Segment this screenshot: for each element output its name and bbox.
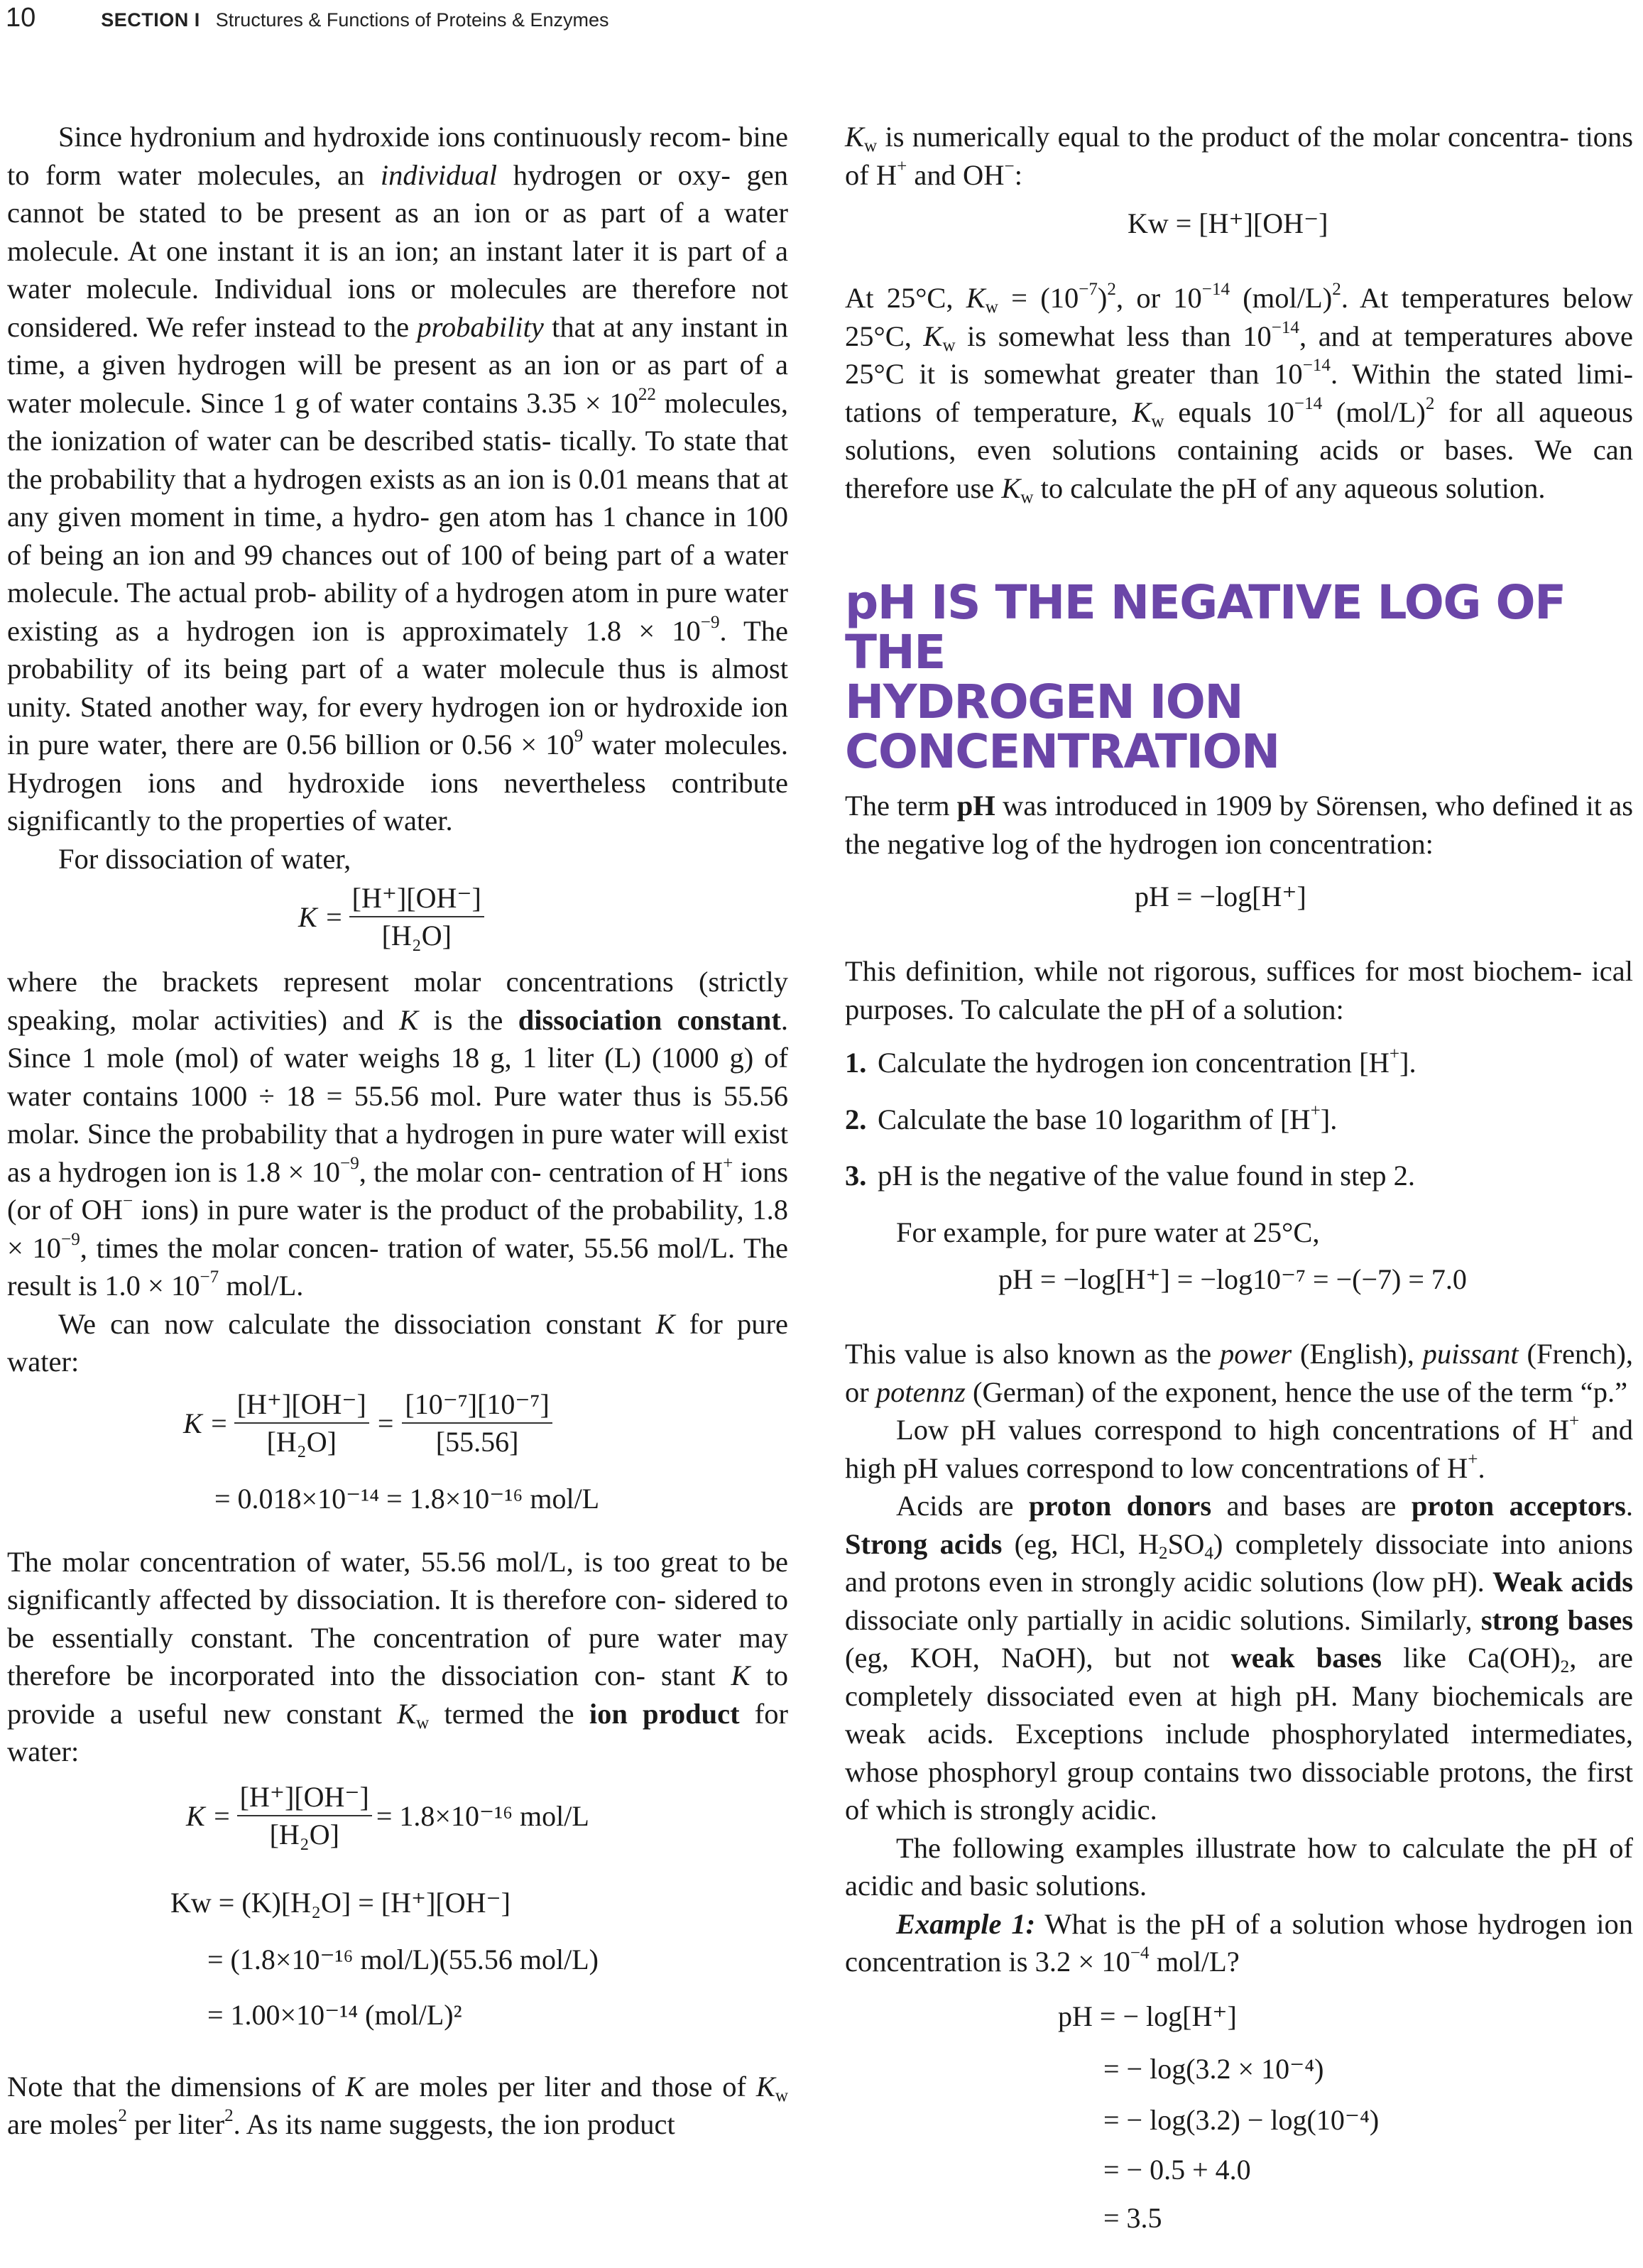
equation-k-value: K = $\frac{[H^+][OH^-]}{\text{[H₂O]}}$ = $\frac{\text{[10⁻⁷][10⁻⁷]}}{[55.56]}$ = 0.018×10⁻¹⁴ = 1.8×10⁻¹⁶ mol/L xyxy=(7,1387,788,1536)
equation-ph-pure-water: pH = −log[H⁺] = −log10⁻⁷ = −(−7) = 7.0 xyxy=(998,1263,1467,1295)
list-item: 1. Calculate the hydrogen ion concentration [H+]. xyxy=(845,1044,1417,1079)
equation-k-result: = 0.018×10⁻¹⁴ = 1.8×10⁻¹⁶ mol/L xyxy=(214,1482,600,1515)
paragraph-examples-intro: The following examples illustrate how to calculate the pH of acidic and basic solutions. xyxy=(845,1831,1633,1902)
paragraph-power: This value is also known as the power (English), puissant (French), or potennz (German) of the exponent, hence the use of the term “p.” xyxy=(845,1338,1634,1408)
steps-list xyxy=(845,1044,1633,1195)
paragraph-molar-concentration: where the brackets represent molar concentrations (strictly speaking, molar activities) and K is the dissociation constant. Since 1 mole (mol) of water weighs 18 g, 1 liter (L) (1000 g) of water contains 1000 ÷ 18 = 55.56 mol. Pure water thus is 55.56 molar. Since the probability that a hydrogen in pure water will exist as a hydrogen ion is $1.8 \times 10^{-9}$, the molar con- centration of H+ ions (or of OH− ions) in pure water is the product of the probability, $1.8 \times 10^{-9}$, times the molar concen- tration of water, 55.56 mol/L. The result is $1.0 \times 10^{-7}$ mol/L. xyxy=(7,966,789,1302)
running-head xyxy=(6,3,609,43)
equation-dissociation-constant: K = $\frac{[H^+][OH^-]}{\text{[H₂O]}}$ xyxy=(7,881,788,959)
paragraph-dimensions: Note that the dimensions of K are moles per liter and those of $K_w$ are moles$^2$ per liter$^2$. As its name suggests, the ion product xyxy=(7,2070,788,2140)
paragraph-ion-product: The molar concentration of water, 55.56 mol/L, is too great to be significantly affected by dissociation. It is therefore con- sidered to be essentially constant. The concentration of pure water may therefore be incorporated into the dissociation con- stant K to provide a useful new constant $K_w$ termed the ion product for water: xyxy=(7,1545,789,1767)
paragraph-low-high-ph: Low pH values correspond to high concentrations of H+ and high pH values correspond to low concentrations of H+. xyxy=(845,1411,1633,1484)
paragraph-ph-steps-intro: This definition, while not rigorous, suffices for most biochem- ical purposes. To calculate the pH of a solution: xyxy=(845,955,1633,1025)
section-label: SECTION I xyxy=(101,9,200,31)
paragraph-acids-bases: Acids are proton donors and bases are proton acceptors. Strong acids (eg, HCl, $H_2SO_4$) completely dissociate into anions and protons even in strongly acidic solutions (low pH). Weak acids dissociate only partially in acidic solutions. Similarly, strong bases (eg, KOH, NaOH), but not weak bases like $Ca(OH)_2$, are completely dissociated even at high pH. Many biochemicals are weak acids. Exceptions include phosphorylated intermediates, whose phosphoryl group contains two dissociable protons, the first of which is strongly acidic. xyxy=(845,1490,1634,1826)
equation-example-1: pH = − log[H⁺] = − log(3.2 × 10⁻⁴) = − log(3.2) − log(10⁻⁴) = − 0.5 + 4.0 = 3.5 xyxy=(1058,2000,1380,2234)
list-item: 2. Calculate the base 10 logarithm of [H+]. xyxy=(845,1101,1338,1135)
paragraph-example-intro: For example, for pure water at 25°C, xyxy=(896,1216,1320,1248)
page-number: 10 xyxy=(6,3,36,33)
paragraph-calculate-k: We can now calculate the dissociation constant K for pure water: xyxy=(7,1307,789,1378)
equation-ion-product: K = $\frac{[H^+][OH^-]}{\text{[H₂O]}}$ = 1.8×10⁻¹⁶ mol/L Kw = (K)[H₂O] = [H⁺][OH⁻] = (1.8×10⁻¹⁶ mol/L)(55.56 mol/L) = 1.00×10⁻¹⁴ (mol/L)² xyxy=(170,1780,599,2031)
paragraph-ionization: Since hydronium and hydroxide ions continuously recom- bine to form water molecules, an individual hydrogen or oxy- gen cannot be stated to be present as an ion or as part of a water molecule. At one instant it is an ion; an instant later it is part of a water molecule. Individual ions or molecules are therefore not considered. We refer instead to the probability that at any instant in time, a given hydrogen will be present as an ion or as part of a water molecule. Since 1 g of water contains $3.35 \times 10^{22}$ molecules, the ionization of water can be described statis- tically. To state that the probability that a hydrogen exists as an ion is 0.01 means that at any given moment in time, a hydro- gen atom has 1 chance in 100 of being an ion and 99 chances out of 100 of being part of a water molecule. The actual prob- ability of a hydrogen atom in pure water existing as a hydrogen ion is approximately $1.8 \times 10^{-9}$. The probability of its being part of a water molecule thus is almost unity. Stated another way, for every hydrogen ion or hydroxide ion in pure water, there are 0.56 billion or $0.56 \times 10^9$ water molecules. Hydrogen ions and hydroxide ions nevertheless contribute significantly to the properties of water. xyxy=(7,121,789,836)
equation-ph: pH = −log[H⁺] xyxy=(1135,881,1306,912)
right-column xyxy=(845,118,1633,2268)
paragraph-kw-temperature: At 25°C, $K_w = (10^{-7})^2$, or $10^{-14}$ $(mol/L)^2$. At temperatures below 25°C, $K_w$ is somewhat less than $10^{-14}$, and at temperatures above 25°C it is somewhat greater than $10^{-14}$. Within the stated limi- tations of temperature, $K_w$ equals $10^{-14}$ $(mol/L)^2$ for all aqueous solutions, even solutions containing acids or bases. We can therefore use $K_w$ to calculate the pH of any aqueous solution. xyxy=(845,279,1633,507)
paragraph-ph-definition: The term pH was introduced in 1909 by Sörensen, who defined it as the negative log of the hydrogen ion concentration: xyxy=(845,790,1633,860)
section-title: Structures & Functions of Proteins & Enzymes xyxy=(215,9,609,31)
equation-kw: Kw = [H⁺][OH⁻] xyxy=(1128,207,1328,239)
section-heading: pH IS THE NEGATIVE LOG OF THE HYDROGEN ION CONCENTRATION xyxy=(845,575,1566,779)
list-item: 3. pH is the negative of the value found in step 2. xyxy=(845,1160,1415,1192)
paragraph-kw-definition: $K_w$ is numerically equal to the product of the molar concentra- tions of H+ and OH−: xyxy=(845,121,1633,191)
paragraph-example-1: Example 1: What is the pH of a solution whose hydrogen ion concentration is $3.2 \times 10^{-4}$ mol/L? xyxy=(845,1907,1634,1978)
paragraph-dissociation-intro: For dissociation of water, xyxy=(58,842,351,875)
left-column xyxy=(7,118,788,2144)
